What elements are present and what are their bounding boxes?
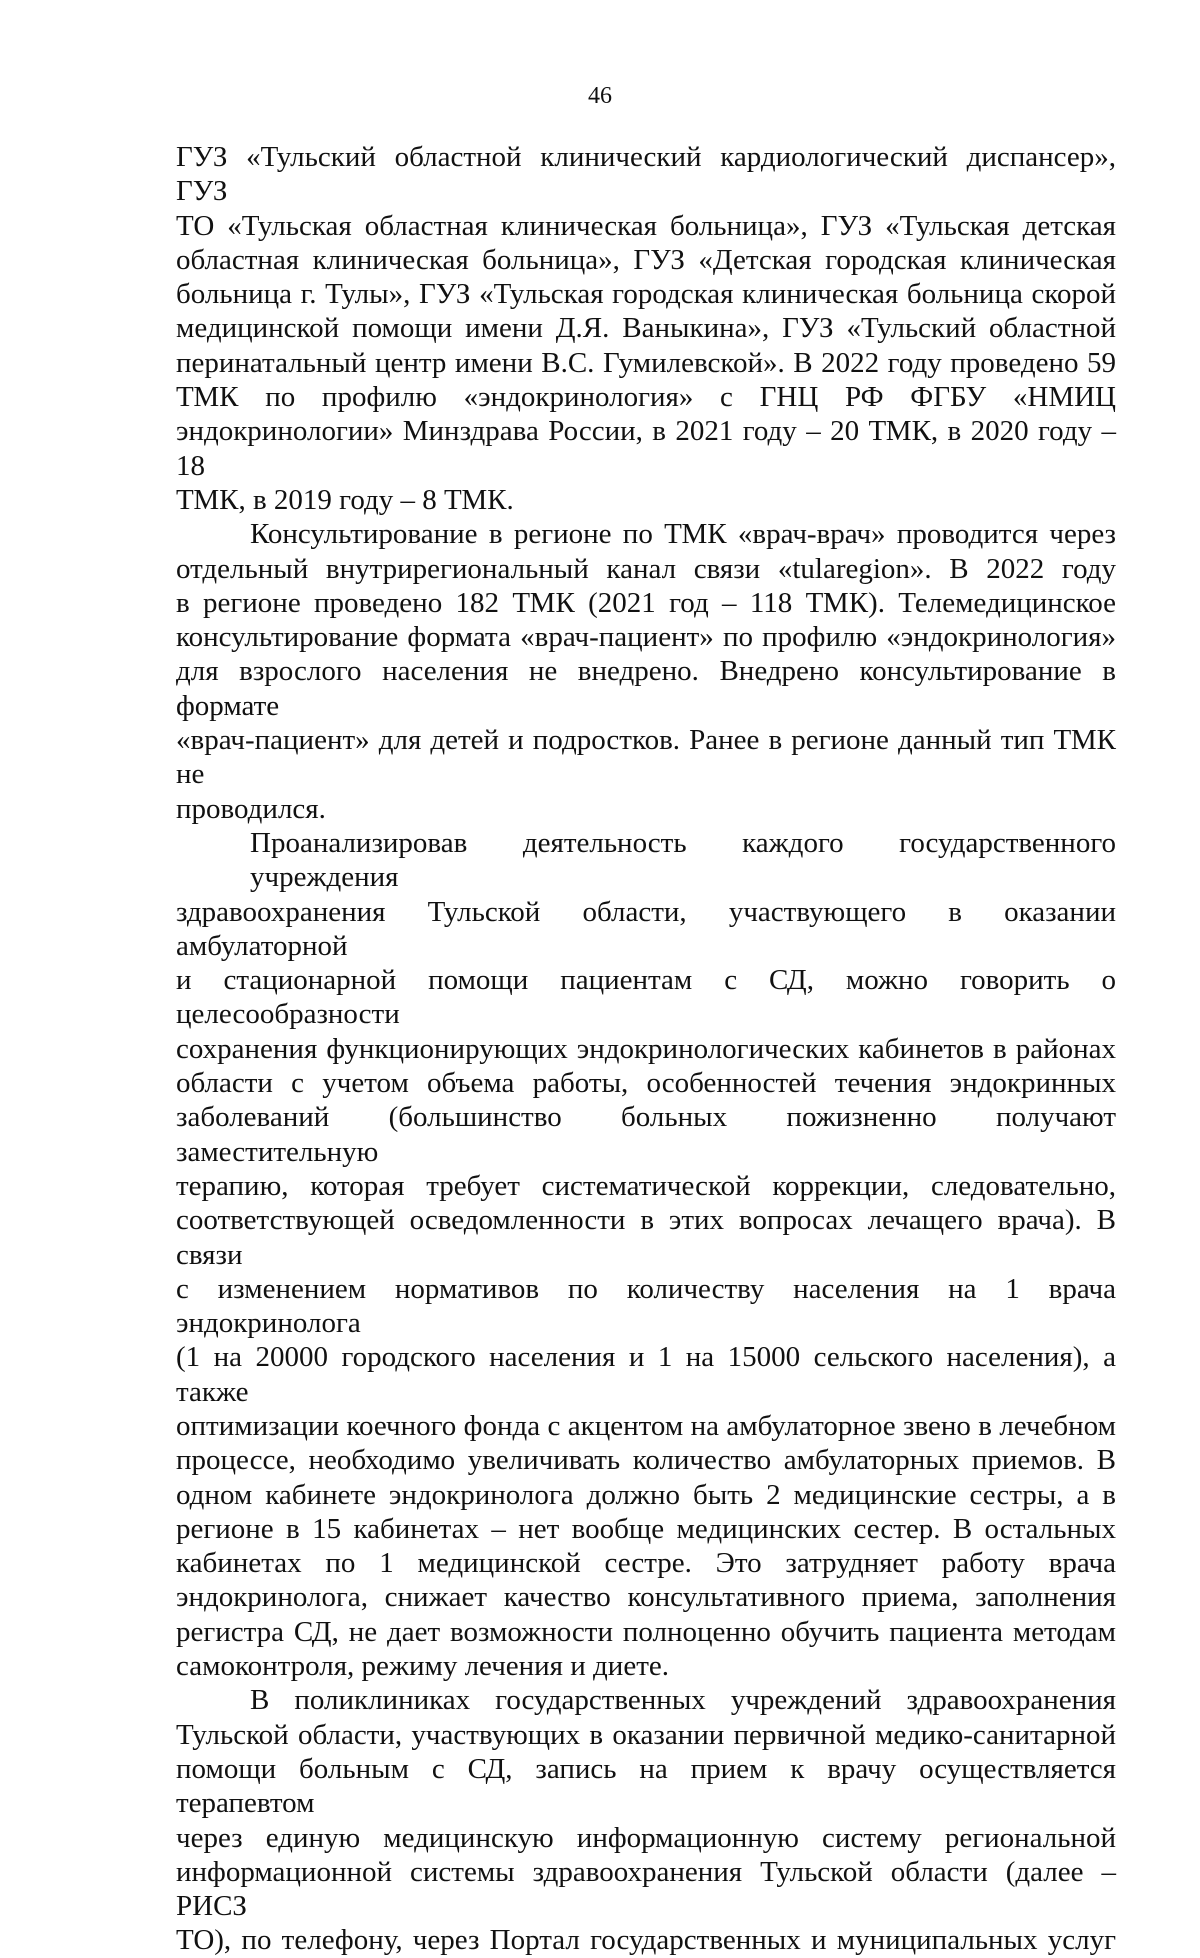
page-number: 46 [588,83,612,109]
text-line: эндокринологии» Минздрава России, в 2021 году – 20 ТМК, в 2020 году – 18 [176,415,1116,482]
text-line: для взрослого населения не внедрено. Внедрено консультирование в формате [176,655,1116,722]
text-line: процессе, необходимо увеличивать количество амбулаторных приемов. В [176,1444,1116,1477]
paragraph [176,140,1116,517]
text-line: помощи больным с СД, запись на прием к врачу осуществляется терапевтом [176,1752,1116,1820]
paragraph [176,517,1116,826]
text-line: соответствующей осведомленности в этих вопросах лечащего врача). В связи [176,1204,1116,1271]
text-line: ТО «Тульская областная клиническая больница», ГУЗ «Тульская детская [176,209,1116,242]
text-line: области с учетом объема работы, особенностей течения эндокринных [176,1067,1116,1100]
text-line: терапию, которая требует систематической коррекции, следовательно, [176,1169,1116,1202]
text-line: информационной системы здравоохранения Тульской области (далее – РИСЗ [176,1855,1116,1923]
text-line: «врач-пациент» для детей и подростков. Ранее в регионе данный тип ТМК не [176,724,1116,791]
text-line: больница г. Тулы», ГУЗ «Тульская городская клиническая больница скорой [176,278,1116,311]
text-line: (1 на 20000 городского населения и 1 на 15000 сельского населения), а также [176,1341,1116,1408]
text-line: ТО), по телефону, через Портал государственных и муниципальных услуг [176,1924,1116,1957]
text-line: здравоохранения Тульской области, участвующего в оказании амбулаторной [176,895,1116,962]
text-line: с изменением нормативов по количеству населения на 1 врача эндокринолога [176,1272,1116,1340]
text-line: эндокринолога, снижает качество консультативного приема, заполнения [176,1581,1116,1614]
text-line: ТМК, в 2019 году – 8 ТМК. [176,483,514,516]
text-line: сохранения функционирующих эндокринологических кабинетов в районах [176,1032,1116,1065]
text-line: медицинской помощи имени Д.Я. Ваныкина», ГУЗ «Тульский областной [176,312,1116,345]
text-line: проводился. [176,792,326,825]
text-line: В поликлиниках государственных учреждений здравоохранения [250,1684,1116,1717]
text-line: одном кабинете эндокринолога должно быть 2 медицинские сестры, а в [176,1478,1116,1511]
text-line: кабинетах по 1 медицинской сестре. Это затрудняет работу врача [176,1547,1116,1580]
text-line: через единую медицинскую информационную систему региональной [176,1821,1116,1854]
text-line: Консультирование в регионе по ТМК «врач-врач» проводится через [250,518,1116,551]
paragraph [176,1683,1116,1957]
text-line: ТМК по профилю «эндокринология» с ГНЦ РФ ФГБУ «НМИЦ [176,381,1116,414]
text-line: перинатальный центр имени В.С. Гумилевской». В 2022 году проведено 59 [176,346,1116,379]
body-text [176,140,1116,1958]
text-line: и стационарной помощи пациентам с СД, можно говорить о целесообразности [176,964,1116,1031]
text-line: регионе в 15 кабинетах – нет вообще медицинских сестер. В остальных [176,1512,1116,1545]
text-line: областная клиническая больница», ГУЗ «Детская городская клиническая [176,243,1116,276]
text-line: Тульской области, участвующих в оказании первичной медико-санитарной [176,1718,1116,1751]
text-line: в регионе проведено 182 ТМК (2021 год – 118 ТМК). Телемедицинское [176,586,1116,619]
text-line: оптимизации коечного фонда с акцентом на амбулаторное звено в лечебном [176,1409,1116,1442]
text-line: консультирование формата «врач-пациент» по профилю «эндокринология» [176,621,1116,654]
paragraph [176,826,1116,1683]
text-line: регистра СД, не дает возможности полноценно обучить пациента методам [176,1615,1116,1648]
text-line: заболеваний (большинство больных пожизненно получают заместительную [176,1101,1116,1168]
text-line: ГУЗ «Тульский областной клинический кардиологический диспансер», ГУЗ [176,141,1116,208]
text-line: Проанализировав деятельность каждого государственного учреждения [250,826,1116,894]
text-line: самоконтроля, режиму лечения и диете. [176,1650,669,1683]
text-line: отдельный внутрирегиональный канал связи «tularegion». В 2022 году [176,552,1116,585]
